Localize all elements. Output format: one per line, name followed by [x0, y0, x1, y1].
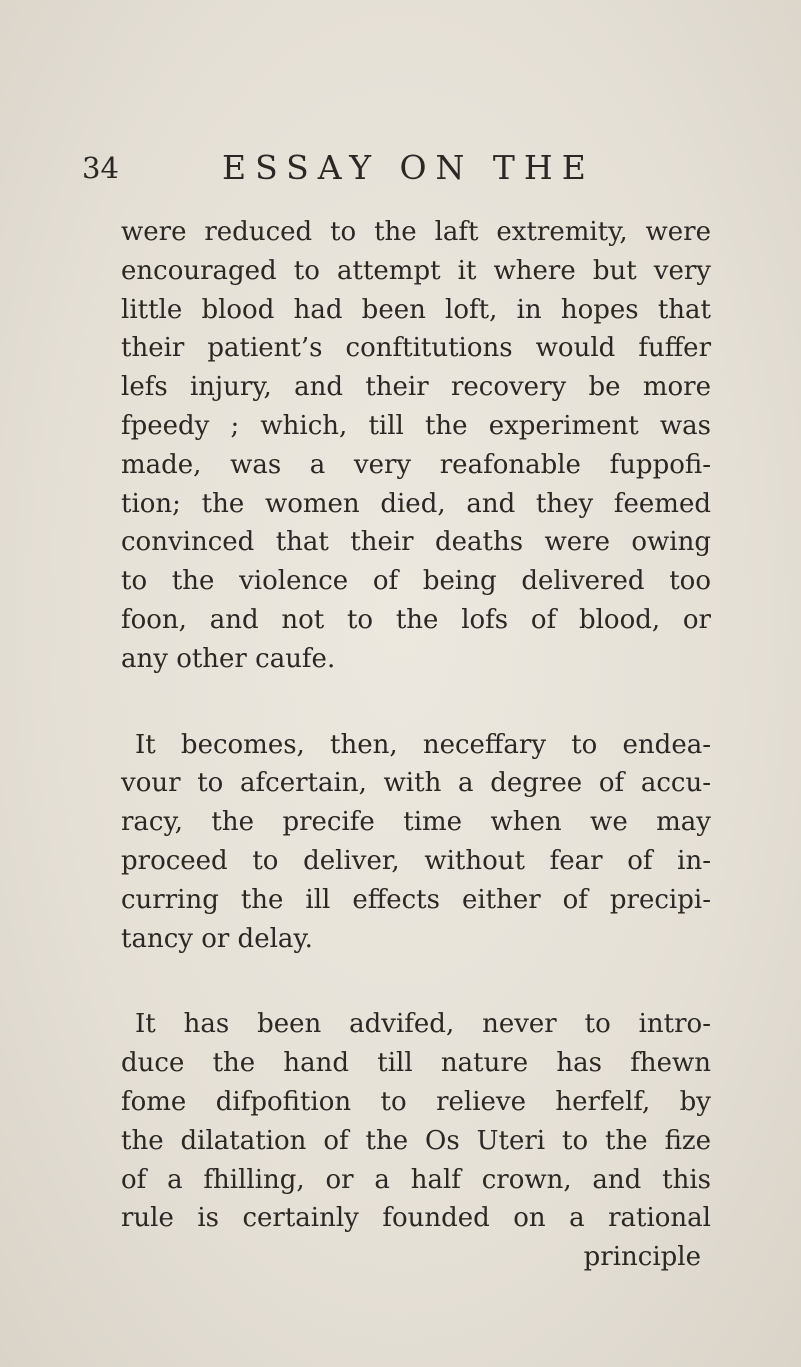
text-line: proceed to deliver, without fear of in- — [121, 845, 711, 876]
text-line: made, was a very reafonable fuppofi- — [121, 449, 711, 480]
text-line: foon, and not to the lofs of blood, or — [121, 604, 711, 635]
catchword: principle — [583, 1242, 701, 1273]
text-line: little blood had been loft, in hopes that — [121, 294, 711, 325]
text-line: tancy or delay. — [121, 923, 313, 954]
text-line: curring the ill effects either of precipi- — [121, 884, 711, 915]
page-header — [82, 148, 732, 188]
paragraph-gap — [121, 679, 711, 726]
text-line: of a fhilling, or a half crown, and this — [121, 1164, 711, 1195]
text-line: fome difpofition to relieve herfelf, by — [121, 1086, 711, 1117]
body-text — [121, 213, 711, 1277]
running-head: ESSAY ON THE — [222, 148, 595, 187]
text-line: duce the hand till nature has fhewn — [121, 1048, 711, 1079]
text-line: were reduced to the laft extremity, were — [121, 217, 711, 247]
page-number: 34 — [82, 151, 119, 185]
text-line: vour to afcertain, with a degree of accu- — [121, 768, 711, 799]
text-line: tion; the women died, and they feemed — [121, 488, 711, 519]
text-line: any other caufe. — [121, 643, 336, 674]
text-line: racy, the precife time when we may — [121, 807, 711, 838]
text-line: lefs injury, and their recovery be more — [121, 372, 711, 403]
paragraph-gap — [121, 958, 711, 1005]
text-line: convinced that their deaths were owing — [121, 527, 711, 558]
text-line: to the violence of being delivered too — [121, 566, 711, 597]
text-line: encouraged to attempt it where but very — [121, 255, 711, 286]
text-line: rule is certainly founded on a rational — [121, 1203, 711, 1234]
text-line: It becomes, then, neceffary to endea- — [135, 729, 711, 760]
text-line: fpeedy ; which, till the experiment was — [121, 410, 711, 441]
text-line: the dilatation of the Os Uteri to the fize — [121, 1125, 711, 1156]
text-line: their patient’s conftitutions would fuffer — [121, 333, 711, 364]
text-line: It has been advifed, never to intro- — [135, 1009, 711, 1040]
